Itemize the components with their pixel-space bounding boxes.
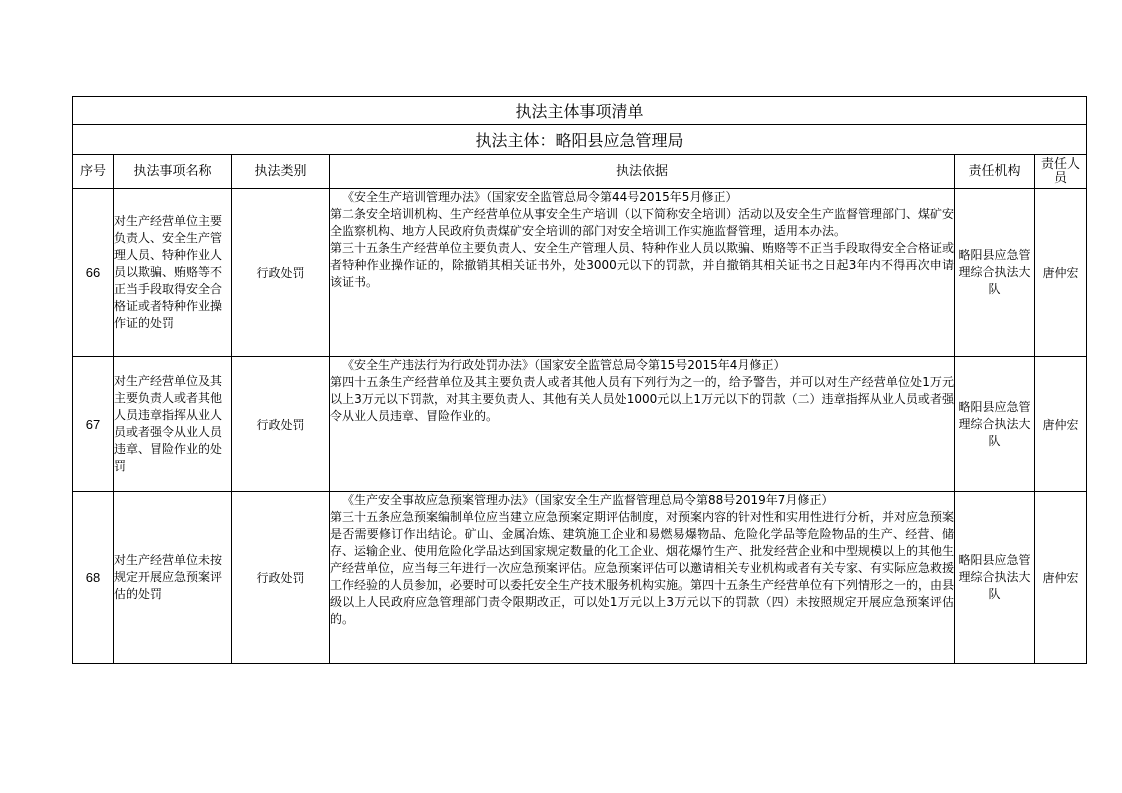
enforcement-list-table (72, 96, 1087, 664)
title-row (73, 97, 1087, 125)
header-type: 执法类别 (232, 155, 330, 189)
legal-basis (330, 357, 955, 492)
enforcement-type: 行政处罚 (232, 357, 330, 492)
responsible-org: 略阳县应急管理综合执法大队 (955, 492, 1035, 664)
legal-basis (330, 492, 955, 664)
responsible-person: 唐仲宏 (1035, 492, 1087, 664)
legal-basis (330, 189, 955, 357)
enforcement-type: 行政处罚 (232, 492, 330, 664)
responsible-org: 略阳县应急管理综合执法大队 (955, 357, 1035, 492)
table-row (73, 357, 1087, 492)
row-number: 66 (73, 189, 114, 357)
enforcement-type: 行政处罚 (232, 189, 330, 357)
responsible-person: 唐仲宏 (1035, 357, 1087, 492)
basis-paragraph: 第三十五条生产经营单位主要负责人、安全生产管理人员、特种作业人员以欺骗、贿赂等不正当手段取得安全合格证或者特种作业操作证的，除撤销其相关证书外，处3000元以下的罚款，并自撤销其相关证书之日起3年内不得再次申请该证书。 (330, 241, 955, 289)
responsible-person: 唐仲宏 (1035, 189, 1087, 357)
header-org: 责任机构 (955, 155, 1035, 189)
basis-law: 《安全生产培训管理办法》（国家安全监管总局令第44号2015年5月修正） (342, 190, 738, 204)
basis-law: 《生产安全事故应急预案管理办法》（国家安全生产监督管理总局令第88号2019年7月修正） (342, 493, 834, 507)
header-no: 序号 (73, 155, 114, 189)
basis-law: 《安全生产违法行为行政处罚办法》（国家安全监管总局令第15号2015年4月修正） (342, 358, 786, 372)
header-name: 执法事项名称 (114, 155, 232, 189)
header-row (73, 155, 1087, 189)
responsible-org: 略阳县应急管理综合执法大队 (955, 189, 1035, 357)
item-name: 对生产经营单位未按规定开展应急预案评估的处罚 (114, 492, 232, 664)
table-row (73, 492, 1087, 664)
table-title: 执法主体事项清单 (73, 97, 1087, 125)
item-name: 对生产经营单位及其主要负责人或者其他人员违章指挥从业人员或者强令从业人员违章、冒险作业的处罚 (114, 357, 232, 492)
basis-paragraph: 第二条安全培训机构、生产经营单位从事安全生产培训（以下简称安全培训）活动以及安全生产监督管理部门、煤矿安全监察机构、地方人民政府负责煤矿安全培训的部门对安全培训工作实施监督管理，适用本办法。 (330, 207, 955, 238)
item-name: 对生产经营单位主要负责人、安全生产管理人员、特种作业人员以欺骗、贿赂等不正当手段取得安全合格证或者特种作业操作证的处罚 (114, 189, 232, 357)
row-number: 67 (73, 357, 114, 492)
subtitle-row (73, 125, 1087, 155)
enforcement-subject: 执法主体：略阳县应急管理局 (73, 125, 1087, 155)
header-person: 责任人员 (1035, 155, 1087, 189)
basis-paragraph: 第四十五条生产经营单位及其主要负责人或者其他人员有下列行为之一的，给予警告，并可以对生产经营单位处1万元以上3万元以下罚款，对其主要负责人、其他有关人员处1000元以上1万元以下的罚款（二）违章指挥从业人员或者强令从业人员违章、冒险作业的。 (330, 375, 954, 423)
row-number: 68 (73, 492, 114, 664)
basis-paragraph: 第三十五条应急预案编制单位应当建立应急预案定期评估制度，对预案内容的针对性和实用性进行分析，并对应急预案是否需要修订作出结论。矿山、金属冶炼、建筑施工企业和易燃易爆物品、危险化学品等危险物品的生产、经营、储存、运输企业、使用危险化学品达到国家规定数量的化工企业、烟花爆竹生产、批发经营企业和中型规模以上的其他生产经营单位，应当每三年进行一次应急预案评估。应急预案评估可以邀请相关专业机构或者有关专家、有实际应急救援工作经验的人员参加，必要时可以委托安全生产技术服务机构实施。第四十五条生产经营单位有下列情形之一的，由县级以上人民政府应急管理部门责令限期改正，可以处1万元以上3万元以下的罚款（四）未按照规定开展应急预案评估的。 (330, 510, 955, 626)
table-row (73, 189, 1087, 357)
header-basis: 执法依据 (330, 155, 955, 189)
